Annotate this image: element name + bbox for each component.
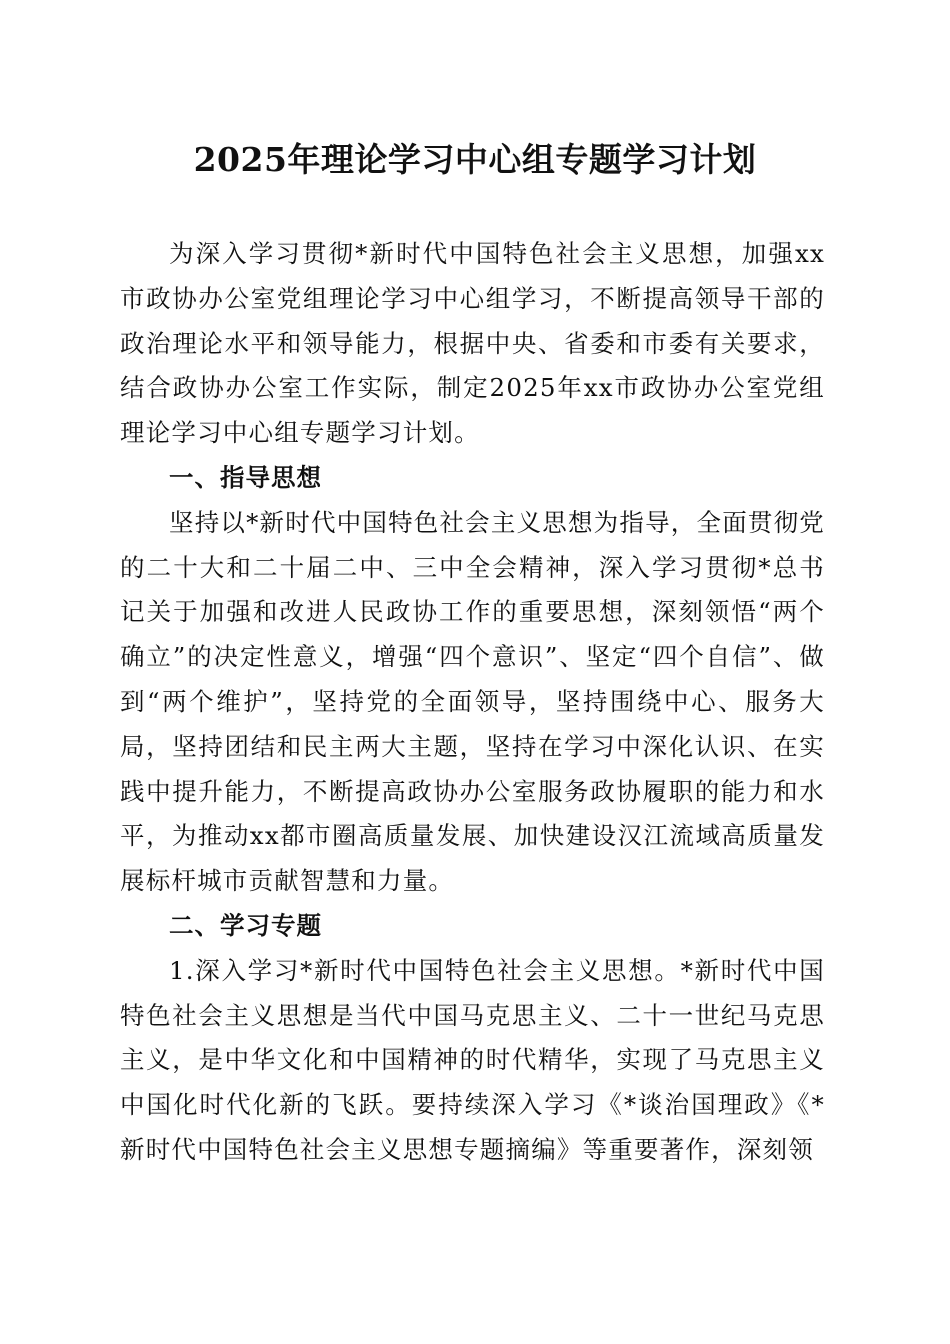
document-body [120, 232, 825, 1173]
document-title: 2025年理论学习中心组专题学习计划 [193, 140, 757, 179]
section-heading-guiding-ideology: 一、指导思想 [169, 462, 322, 492]
section-heading-study-topics: 二、学习专题 [169, 910, 322, 940]
section-paragraph-study-topics: 1.深入学习*新时代中国特色社会主义思想。*新时代中国特色社会主义思想是当代中国马克思主义、二十一世纪马克思主义，是中华文化和中国精神的时代精华，实现了马克思主义中国化时代化新的飞跃。要持续深入学习《*谈治国理政》《*新时代中国特色社会主义思想专题摘编》等重要著作，深刻领 [120, 955, 825, 1164]
section-paragraph-guiding-ideology: 坚持以*新时代中国特色社会主义思想为指导，全面贯彻党的二十大和二十届二中、三中全会精神，深入学习贯彻*总书记关于加强和改进人民政协工作的重要思想，深刻领悟“两个确立”的决定性意义，增强“四个意识”、坚定“四个自信”、做到“两个维护”，坚持党的全面领导，坚持围绕中心、服务大局，坚持团结和民主两大主题，坚持在学习中深化认识、在实践中提升能力，不断提高政协办公室服务政协履职的能力和水平，为推动xx都市圈高质量发展、加快建设汉江流域高质量发展标杆城市贡献智慧和力量。 [120, 507, 825, 896]
intro-paragraph: 为深入学习贯彻*新时代中国特色社会主义思想，加强xx市政协办公室党组理论学习中心组学习，不断提高领导干部的政治理论水平和领导能力，根据中央、省委和市委有关要求，结合政协办公室工作实际，制定2025年xx市政协办公室党组理论学习中心组专题学习计划。 [120, 239, 825, 448]
